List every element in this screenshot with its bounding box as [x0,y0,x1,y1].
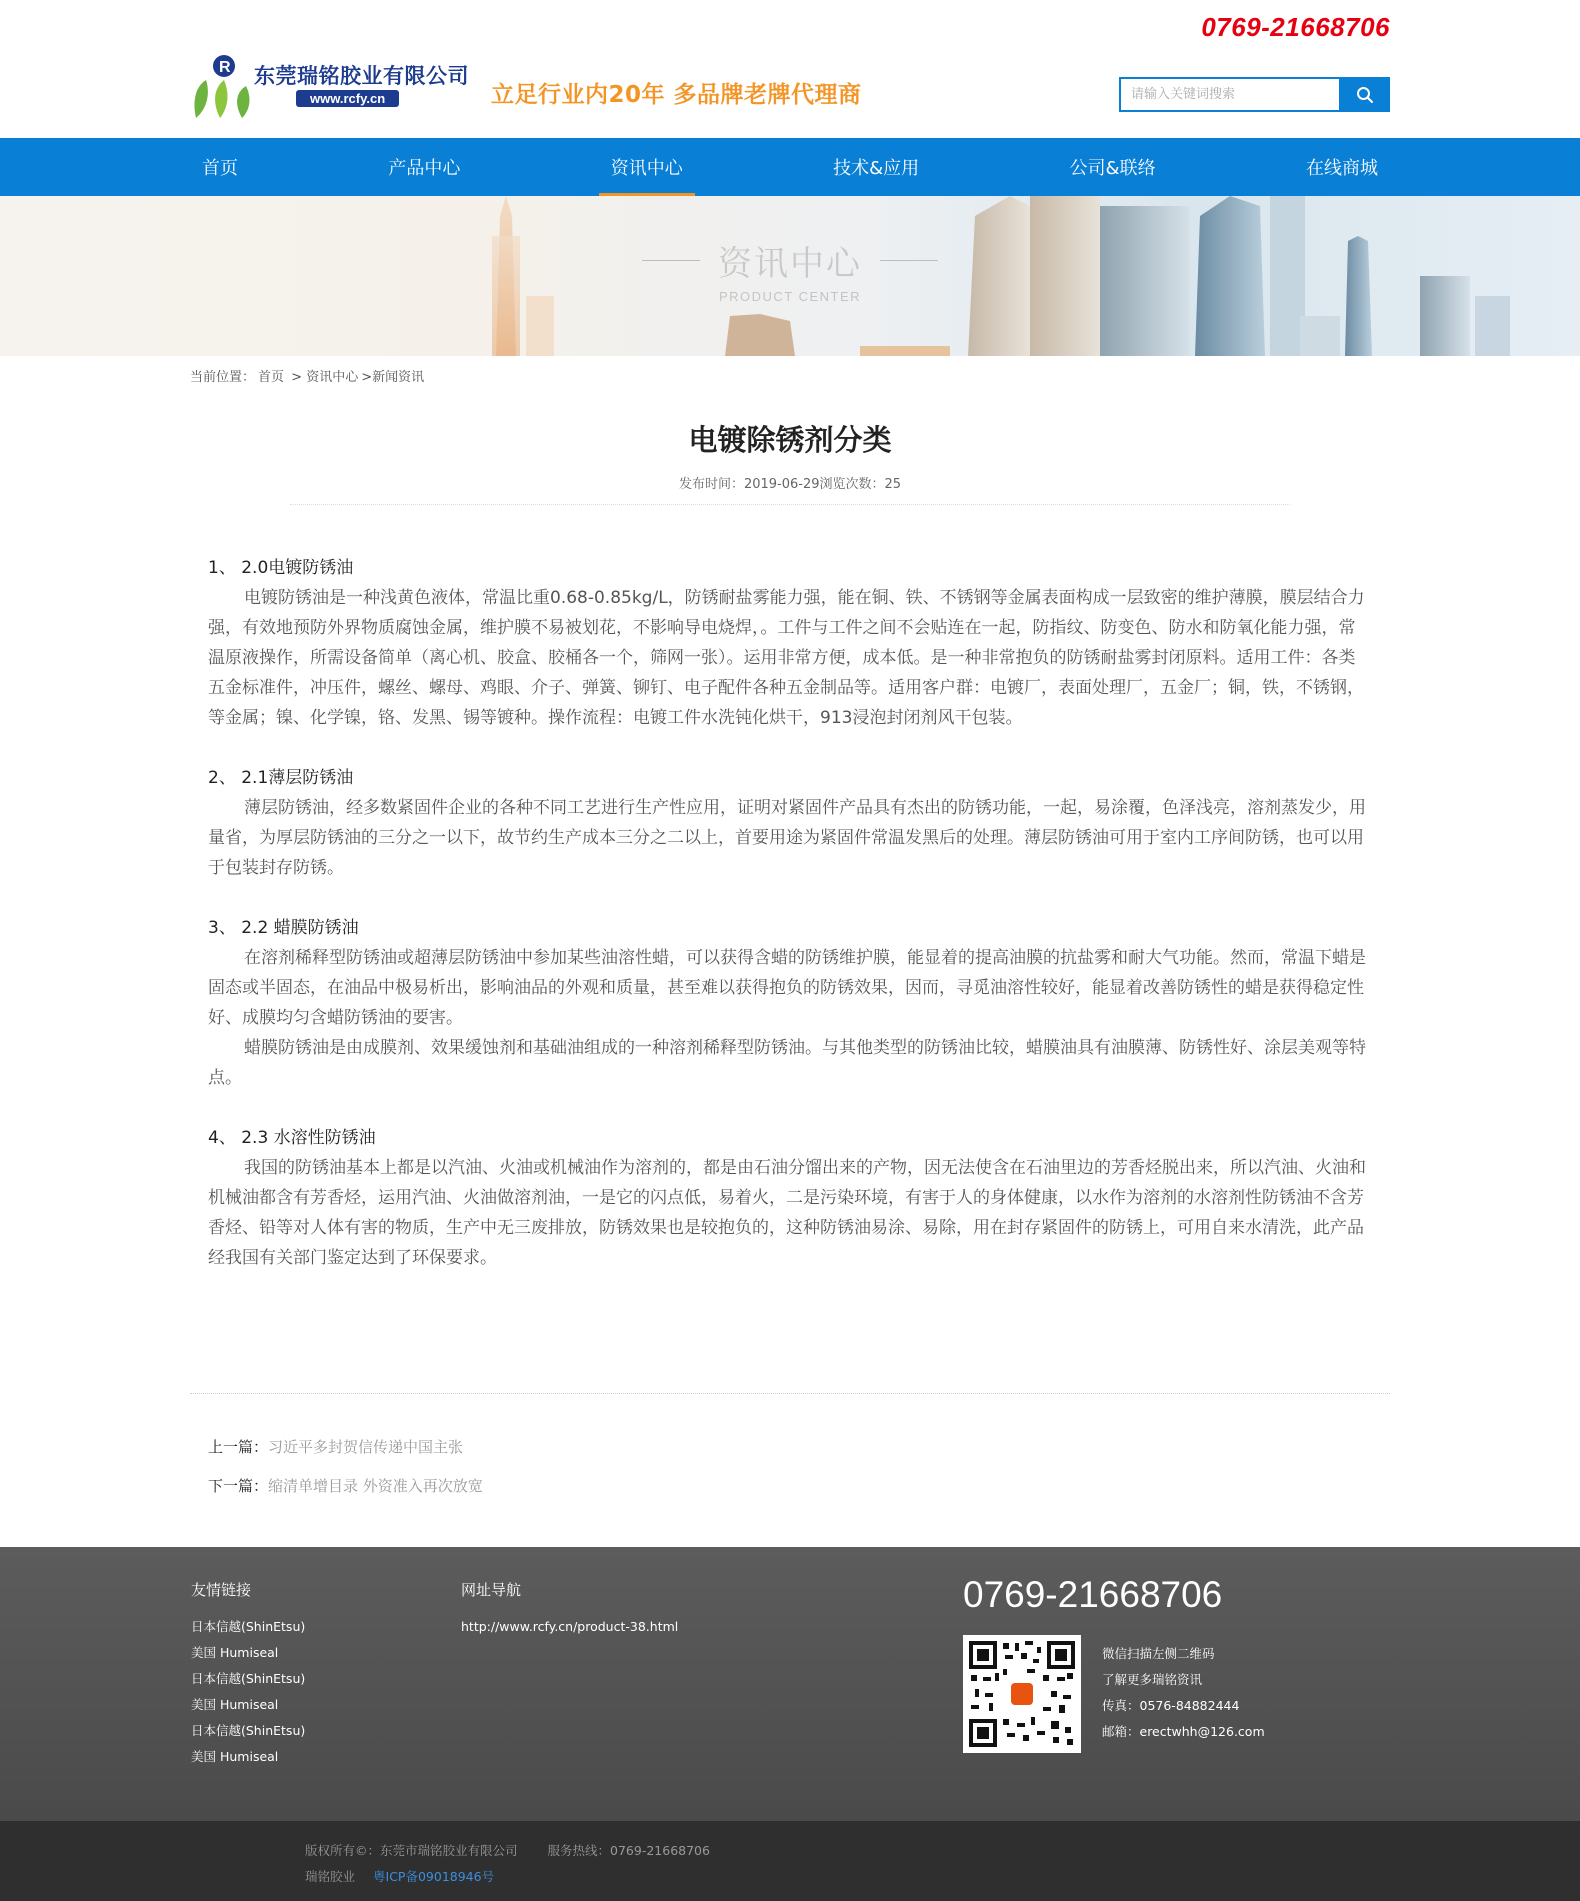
search-input[interactable] [1119,77,1339,112]
prev-label: 上一篇： [208,1438,269,1456]
breadcrumb-home[interactable]: 首页 [258,370,285,385]
section-paragraph: 在溶剂稀释型防锈油或超薄层防锈油中参加某些油溶性蜡，可以获得含蜡的防锈维护膜，能显着的提高油膜的抗盐雾和耐大气功能。然而，常温下蜡是固态或半固态，在油品中极易析出，影响油品的外观和质量，甚至难以获得抱负的防锈效果，因而，寻觅油溶性较好，能显着改善防锈性的蜡是获得稳定性好、成膜均匀含蜡防锈油的要害。 [208,948,1366,1028]
prev-article-link[interactable]: 习近平多封贺信传递中国主张 [268,1438,464,1456]
prev-next-nav [208,1436,483,1514]
friend-link[interactable]: 日本信越(ShinEtsu) [191,1723,306,1738]
search-box [1119,77,1390,112]
friend-link[interactable]: 美国 Humiseal [191,1749,279,1764]
brand-text: 瑞铭胶业 [305,1869,356,1884]
svg-text:R: R [219,59,231,76]
footer-phone: 0769-21668706 [963,1574,1223,1615]
next-label: 下一篇： [208,1477,269,1495]
copyright-text: 版权所有©：东莞市瑞铭胶业有限公司 [305,1843,518,1858]
site-nav-link[interactable]: http://www.rcfy.cn/product-38.html [461,1619,679,1634]
section-heading: 3、 2.2 蜡膜防锈油 [208,918,359,938]
banner-title-text: 资讯中心 [718,244,862,284]
main-nav [0,138,1580,196]
friend-link[interactable]: 美国 Humiseal [191,1697,279,1712]
breadcrumb-section[interactable]: > 资讯中心 [291,370,359,385]
section-paragraph: 电镀防锈油是一种浅黄色液体，常温比重0.68-0.85kg/L，防锈耐盐雾能力强，能在铜、铁、不锈钢等金属表面构成一层致密的维护薄膜，膜层结合力强，有效地预防外界物质腐蚀金属，维护膜不易被划花，不影响导电烧焊，。工件与工件之间不会贴连在一起，防指纹、防变色、防水和防氧化能力强，常温原液操作，所需设备简单（离心机、胶盒、胶桶各一个，筛网一张）。运用非常方便，成本低。是一种非常抱负的防锈耐盐雾封闭原料。适用工件：各类五金标准件，冲压件，螺丝、螺母、鸡眼、介子、弹簧、铆钉、电子配件各种五金制品等。适用客户群：电镀厂，表面处理厂，五金厂；铜，铁，不锈钢，等金属；镍、化学镍，铬、发黑、锡等镀种。操作流程：电镀工件水洗钝化烘干，913浸泡封闭剂风干包装。 [208,588,1365,728]
section-heading: 4、 2.3 水溶性防锈油 [208,1128,376,1148]
nav-list [190,138,1390,196]
next-article [208,1475,483,1496]
site-footer [0,1547,1580,1821]
page-banner [0,196,1580,356]
breadcrumb [190,356,1390,394]
friend-link[interactable]: 日本信越(ShinEtsu) [191,1671,306,1686]
email[interactable]: 邮箱：erectwhh@126.com [1102,1724,1265,1739]
banner-title [590,236,990,304]
article [190,418,1390,1273]
logo-leaf-icon [190,52,256,120]
friend-link[interactable]: 日本信越(ShinEtsu) [191,1619,306,1634]
site-nav-title: 网址导航 [461,1581,522,1599]
company-name: 东莞瑞铭胶业有限公司 [254,63,469,88]
nav-item-shop[interactable]: 在线商城 [1305,158,1378,179]
nav-item-company[interactable]: 公司&联络 [1069,158,1156,179]
article-content [190,505,1390,1273]
friend-link[interactable]: 美国 Humiseal [191,1645,279,1660]
service-hotline: 服务热线：0769-21668706 [547,1843,710,1858]
search-button[interactable] [1339,77,1390,112]
wechat-qr-code [963,1635,1081,1753]
section-heading: 1、 2.0电镀防锈油 [208,558,354,578]
section-paragraph: 蜡膜防锈油是由成膜剂、效果缓蚀剂和基础油组成的一种溶剂稀释型防锈油。与其他类型的防锈油比较，蜡膜油具有油膜薄、防锈性好、涂层美观等特点。 [208,1038,1366,1088]
article-section [208,553,1372,733]
nav-item-tech[interactable]: 技术&应用 [833,158,920,179]
next-article-link[interactable]: 缩清单增目录 外资准入再次放宽 [268,1477,483,1495]
company-url: www.rcfy.cn [296,90,399,107]
friend-links-title: 友情链接 [191,1581,252,1599]
breadcrumb-prefix: 当前位置： [190,370,256,385]
nav-item-news[interactable]: 资讯中心 [599,138,695,196]
fax: 传真：0576-84882444 [1102,1698,1240,1713]
nav-item-home[interactable]: 首页 [202,158,238,179]
site-nav [461,1579,678,1640]
prev-article [208,1436,483,1457]
copyright-row [305,1841,710,1859]
qr-info [1102,1641,1265,1745]
qr-line: 了解更多瑞铭资讯 [1102,1672,1203,1687]
company-logo[interactable] [190,52,470,122]
site-header [190,0,1390,138]
nav-item-products[interactable]: 产品中心 [388,158,461,179]
search-icon [1356,86,1374,104]
icp-row [305,1867,494,1885]
article-section [208,913,1372,1093]
hotline-number: 0769-21668706 [1201,12,1390,42]
article-section [208,763,1372,883]
section-heading: 2、 2.1薄层防锈油 [208,768,354,788]
article-section [208,1123,1372,1273]
section-paragraph: 薄层防锈油，经多数紧固件企业的各种不同工艺进行生产性应用，证明对紧固件产品具有杰出的防锈功能，一起，易涂覆，色泽浅亮，溶剂蒸发少，用量省，为厚层防锈油的三分之一以下，故节约生产成本三分之二以上，首要用途为紧固件常温发黑后的处理。薄层防锈油可用于室内工序间防锈，也可以用于包装封存防锈。 [208,798,1366,878]
copyright-bar [0,1821,1580,1901]
article-title: 电镀除锈剂分类 [688,423,892,457]
qr-code-icon [967,1639,1077,1749]
icp-link[interactable]: 粤ICP备09018946号 [373,1869,495,1884]
qr-line: 微信扫描左侧二维码 [1102,1646,1215,1661]
section-paragraph: 我国的防锈油基本上都是以汽油、火油或机械油作为溶剂的，都是由石油分馏出来的产物，因无法使含在石油里边的芳香烃脱出来，所以汽油、火油和机械油都含有芳香烃，运用汽油、火油做溶剂油，一是它的闪点低，易着火，二是污染环境，有害于人的身体健康，以水作为溶剂的水溶剂性防锈油不含芳香烃、铅等对人体有害的物质，生产中无三废排放，防锈效果也是较抱负的，这种防锈油易涂、易除，用在封存紧固件的防锈上，可用自来水清洗，此产品经我国有关部门鉴定达到了环保要求。 [208,1158,1366,1268]
breadcrumb-current[interactable]: >新闻资讯 [361,370,425,385]
content-divider [190,1393,1390,1394]
friend-links [191,1579,305,1770]
banner-subtitle: PRODUCT CENTER [718,289,862,304]
article-meta: 发布时间：2019-06-29浏览次数：25 [678,477,902,492]
slogan: 立足行业内20年 多品牌老牌代理商 [491,82,862,108]
